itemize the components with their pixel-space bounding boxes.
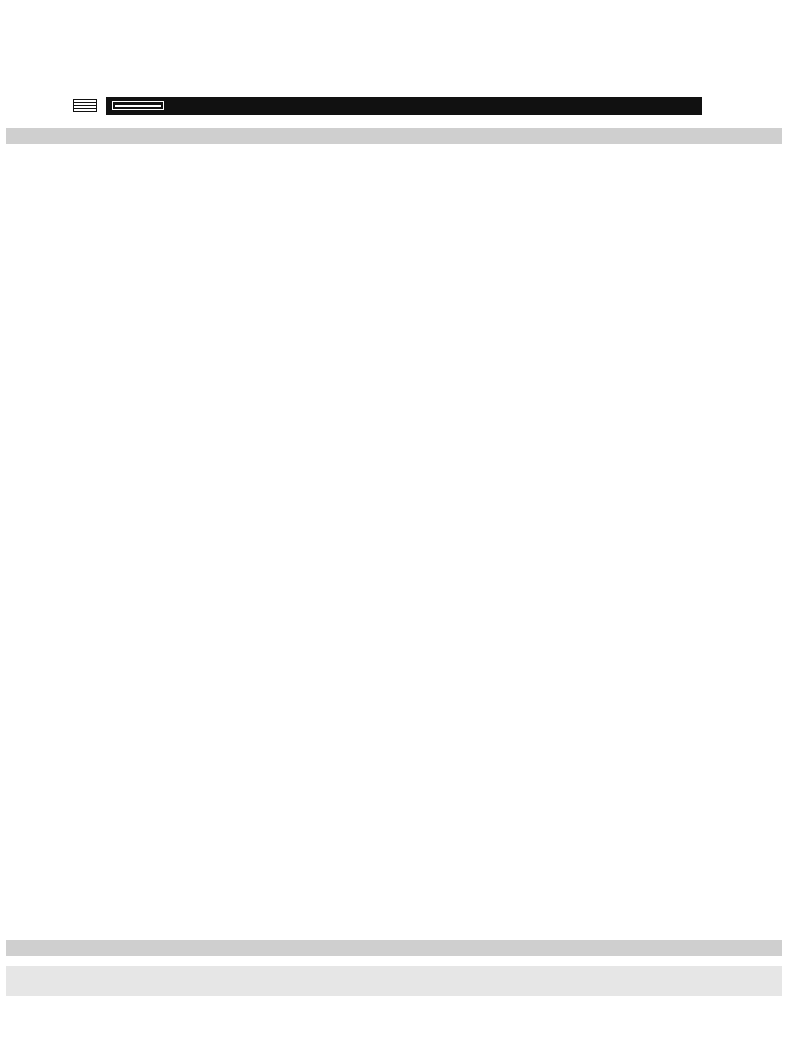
remarks-header <box>6 940 782 956</box>
superlift-mast-note <box>6 966 782 996</box>
counterweight-icon <box>73 99 97 112</box>
config-header <box>0 95 790 117</box>
config-bar <box>106 97 702 115</box>
boom-icon <box>112 101 164 110</box>
main-boom-header <box>6 128 782 144</box>
